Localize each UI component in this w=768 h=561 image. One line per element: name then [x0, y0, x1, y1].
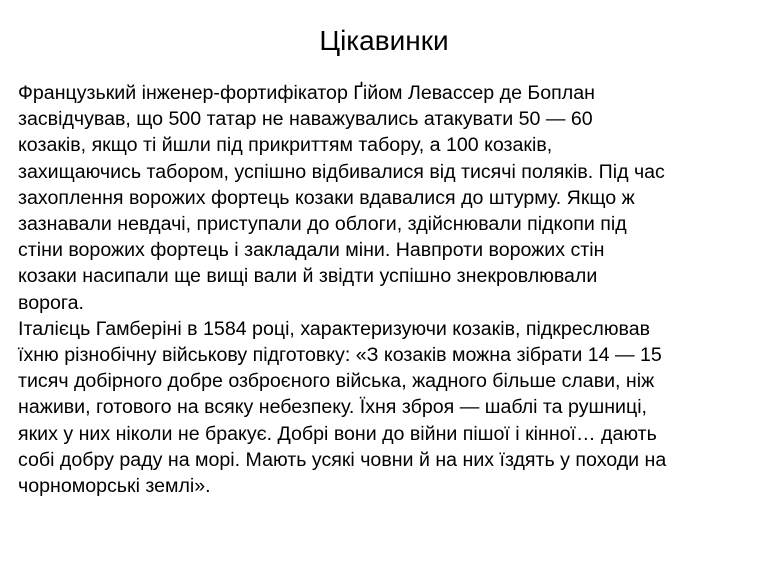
text-line: козаки насипали ще вищі вали й звідти успішно знекровлювали: [18, 265, 598, 288]
slide-title: Цікавинки: [319, 25, 449, 56]
text-line: наживи, готового на всяку небезпеку. Їхня зброя — шаблі та рушниці,: [18, 396, 647, 419]
paragraph-boplan: [18, 80, 758, 316]
body-text: [18, 80, 758, 499]
text-line: яких у них ніколи не бракує. Добрі вони до війни пішої і кінної… дають: [18, 422, 657, 445]
text-line: засвідчував, що 500 татар не наважувались атакувати 50 — 60: [18, 108, 593, 131]
paragraph-gamberini: [18, 316, 758, 499]
text-line: чорноморські землі».: [18, 475, 211, 498]
text-line: тисяч добірного добре озброєного війська, жадного більше слави, ніж: [18, 370, 655, 393]
text-line: ворога.: [18, 291, 84, 314]
text-line: стіни ворожих фортець і закладали міни. Навпроти ворожих стін: [18, 239, 605, 262]
text-line: Французький інженер-фортифікатор Ґійом Левассер де Боплан: [18, 82, 595, 104]
text-line: захищаючись табором, успішно відбивалися від тисячі поляків. Під час: [18, 160, 665, 183]
text-line: козаків, якщо ті йшли під прикриттям табору, а 100 козаків,: [18, 134, 553, 157]
text-line: захоплення ворожих фортець козаки вдавалися до штурму. Якщо ж: [18, 186, 635, 209]
text-line: зазнавали невдачі, приступали до облоги, здійснювали підкопи під: [18, 213, 627, 236]
text-line: Італієць Гамберіні в 1584 році, характеризуючи козаків, підкреслював: [18, 317, 651, 340]
text-line: їхню різнобічну військову підготовку: «З козаків можна зібрати 14 — 15: [18, 344, 662, 367]
text-line: собі добру раду на морі. Мають усякі човни й на них їздять у походи на: [18, 448, 667, 471]
